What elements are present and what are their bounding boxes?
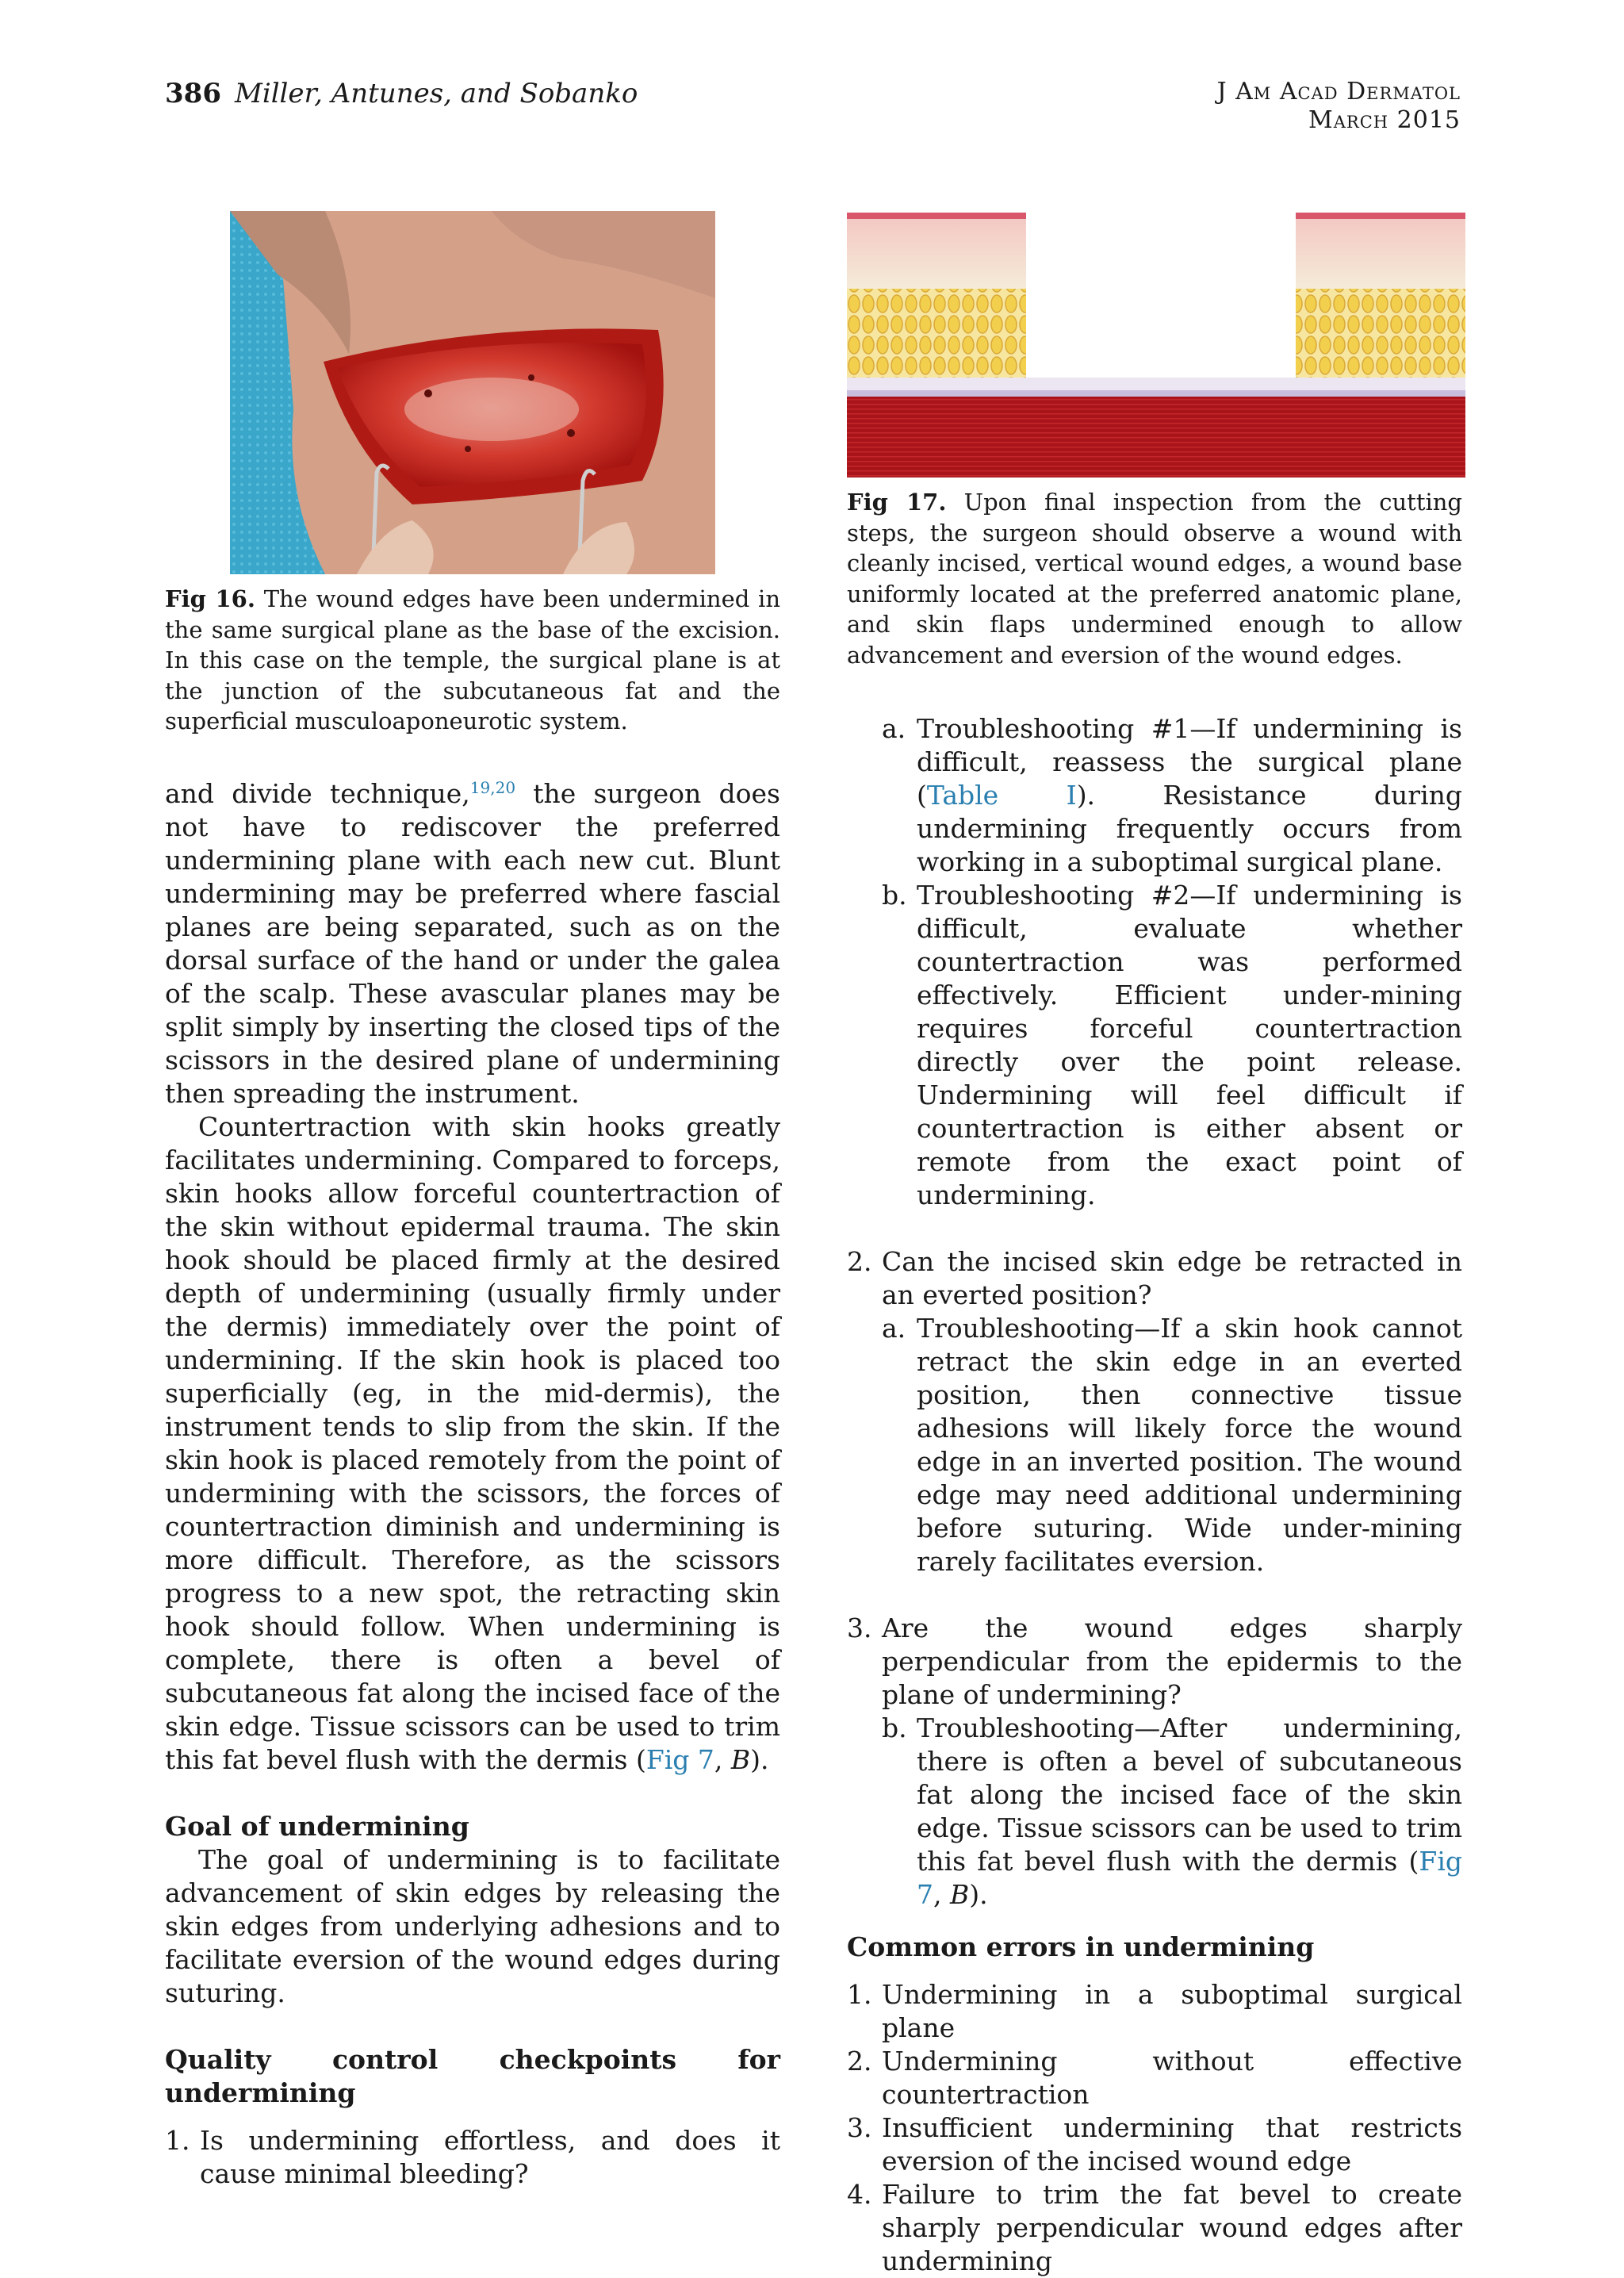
list-item xyxy=(847,1245,1462,1312)
right-column xyxy=(847,712,1462,2278)
text-run: Troubleshooting—After undermining, there is often a bevel of subcutaneous fat along the incised face of the skin edge. Tissue scissors can be used to trim this fat bevel flush with the dermis ( xyxy=(917,1712,1462,1877)
list-number: 2. xyxy=(847,1246,872,1277)
fig17-label: Fig 17. xyxy=(847,489,947,516)
journal-name: J Am Acad Dermatol xyxy=(1216,78,1461,105)
list-text: Are the wound edges sharply perpendicular from the epidermis to the plane of undermining? xyxy=(882,1613,1462,1710)
journal-issue-date: March 2015 xyxy=(1308,106,1461,134)
figure-link[interactable]: Fig 7 xyxy=(645,1744,714,1775)
section-heading-goal: Goal of undermining xyxy=(165,1811,469,1842)
list-number: 2. xyxy=(847,2046,872,2077)
text-run: the surgeon does not have to rediscover the preferred undermining plane with each new cut. Blunt undermining may be preferred where fascial planes are being separated, such as on the dorsal surface of the hand or under the galea of the scalp. These avascular planes may be split simply by inserting the closed tips of the scissors in the desired plane of undermining then spreading the instrument. xyxy=(165,778,780,1109)
list-letter: b. xyxy=(882,1712,907,1743)
list-item xyxy=(847,1712,1462,1912)
paragraph: The goal of undermining is to facilitate advancement of skin edges by releasing the skin edges from underlying adhesions and to facilitate eversion of the wound edges during suturing. xyxy=(165,1844,780,2008)
list-text: Troubleshooting #2—If undermining is difficult, evaluate whether countertraction was performed effectively. Efficient under-mining requires forceful countertraction directly over the point release. Undermining will feel difficult if countertraction is either absent or remote from the exact point of undermining. xyxy=(917,880,1462,1210)
list-text: Failure to trim the fat bevel to create sharply perpendicular wound edges after undermining xyxy=(882,2179,1462,2276)
text-run: ). xyxy=(750,1744,769,1775)
text-run: and divide technique, xyxy=(165,778,470,809)
figure-link[interactable]: Fig 7 xyxy=(917,1846,1462,1910)
list-letter: a. xyxy=(882,713,906,744)
left-column xyxy=(165,777,780,2191)
skin-layers-diagram xyxy=(847,211,1465,477)
list-number: 3. xyxy=(847,2112,872,2143)
list-text: Is undermining effortless, and does it cause minimal bleeding? xyxy=(200,2125,780,2189)
journal-header xyxy=(1217,78,1461,135)
paragraph xyxy=(165,777,780,1110)
reference-link[interactable]: 19,20 xyxy=(469,778,516,797)
list-item xyxy=(847,2045,1462,2111)
list-letter: a. xyxy=(882,1313,906,1344)
list-text: Insufficient undermining that restricts eversion of the incised wound edge xyxy=(882,2112,1462,2176)
list-number: 1. xyxy=(165,2125,190,2156)
fig16-photo xyxy=(230,211,715,574)
text-run: , xyxy=(714,1744,731,1775)
list-item xyxy=(847,2178,1462,2278)
list-item xyxy=(847,1312,1462,1578)
table-link[interactable]: Table I xyxy=(926,780,1077,811)
list-item xyxy=(847,879,1462,1212)
paragraph xyxy=(165,1110,780,1777)
fig16-caption xyxy=(165,584,780,737)
fig16-caption-text: The wound edges have been undermined in the same surgical plane as the base of the excision. In this case on the temple, the surgical plane is at the junction of the subcutaneous fat and the superficial musculoaponeurotic system. xyxy=(165,585,780,734)
text-run: Countertraction with skin hooks greatly facilitates undermining. Compared to forceps, skin hooks allow forceful countertraction of the skin without epidermal trauma. The skin hook should be placed firmly at the desired depth of undermining (usually firmly under the dermis) immediately over the point of undermining. If the skin hook is placed too superficially (eg, in the mid-dermis), the instrument tends to slip from the skin. If the skin hook is placed remotely from the point of undermining with the scissors, the forces of countertraction diminish and undermining is more difficult. Therefore, as the scissors progress to a new spot, the retracting skin hook should follow. When undermining is complete, there is often a bevel of subcutaneous fat along the incised face of the skin edge. Tissue scissors can be used to trim this fat bevel flush with the dermis ( xyxy=(165,1111,780,1775)
list-item xyxy=(847,1612,1462,1712)
list-number: 4. xyxy=(847,2179,872,2210)
list-number: 3. xyxy=(847,1613,872,1643)
text-run: Troubleshooting #1—If undermining is difficult, reassess the surgical plane ( xyxy=(917,713,1462,811)
list-text: Undermining without effective countertraction xyxy=(882,2046,1462,2110)
fig17-illustration xyxy=(847,211,1465,477)
section-heading-quality-control: Quality control checkpoints for undermining xyxy=(165,2044,780,2108)
panel-letter: B xyxy=(730,1744,751,1775)
section-heading-common-errors: Common errors in undermining xyxy=(847,1931,1315,1962)
surgical-wound-photo xyxy=(230,211,715,574)
fig17-caption xyxy=(847,487,1462,670)
running-authors: Miller, Antunes, and Sobanko xyxy=(235,78,638,109)
panel-letter: B xyxy=(949,1879,970,1910)
text-run: ). Resistance during undermining frequently occurs from working in a suboptimal surgical plane. xyxy=(917,780,1463,877)
list-item xyxy=(847,712,1462,879)
list-text: Can the incised skin edge be retracted in an everted position? xyxy=(882,1246,1462,1310)
fig16-label: Fig 16. xyxy=(165,585,255,612)
page-number: 386 xyxy=(165,78,221,109)
list-item xyxy=(847,2111,1462,2178)
list-text: Troubleshooting—If a skin hook cannot retract the skin edge in an everted position, then connective tissue adhesions will likely force the wound edge in an inverted position. The wound edge may need additional undermining before suturing. Wide under-mining rarely facilitates eversion. xyxy=(917,1313,1462,1577)
list-item xyxy=(847,1978,1462,2045)
list-letter: b. xyxy=(882,880,907,911)
text-run: , xyxy=(933,1879,950,1910)
list-number: 1. xyxy=(847,1979,872,2010)
fig17-caption-text: Upon final inspection from the cutting steps, the surgeon should observe a wound with cleanly incised, vertical wound edges, a wound base uniformly located at the preferred anatomic plane, and skin flaps undermined enough to allow advancement and eversion of the wound edges. xyxy=(847,489,1462,669)
list-item xyxy=(165,2124,780,2191)
text-run: ). xyxy=(969,1879,988,1910)
list-text: Undermining in a suboptimal surgical plane xyxy=(882,1979,1462,2043)
